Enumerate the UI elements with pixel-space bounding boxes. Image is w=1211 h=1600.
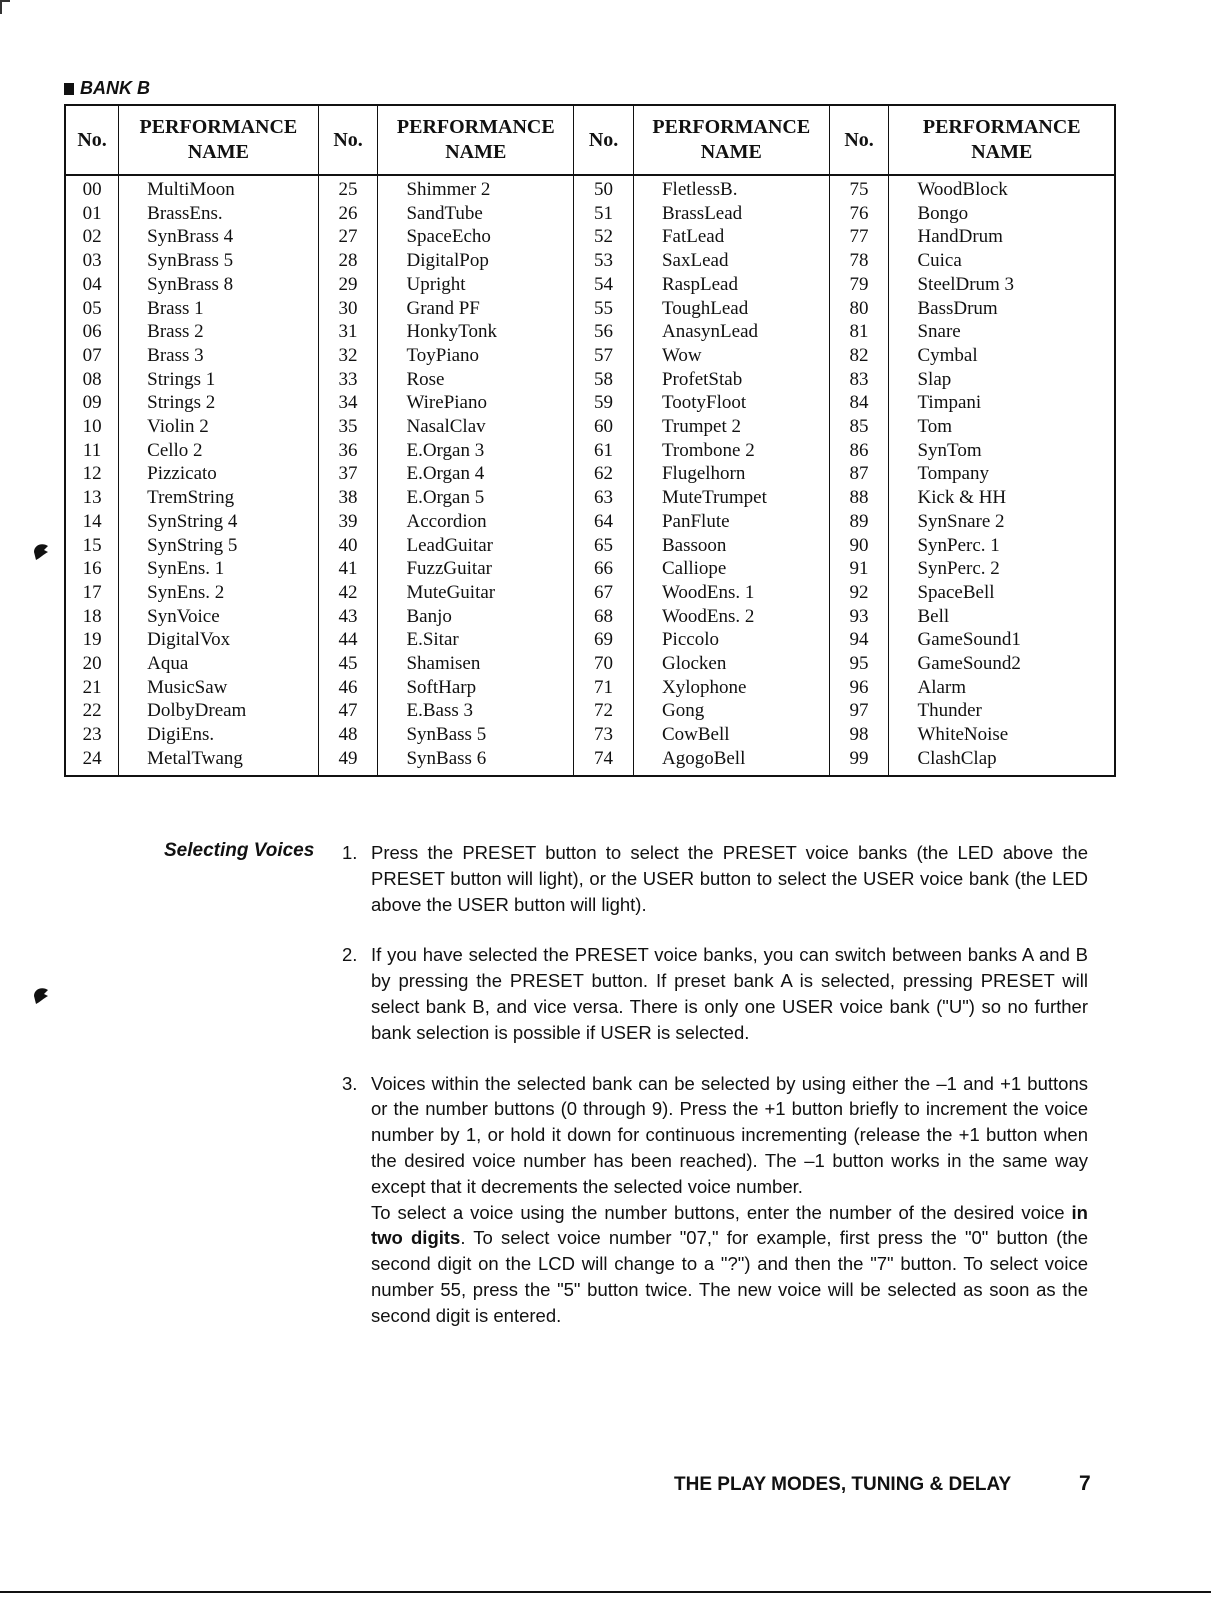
performance-name: DigiEns.: [119, 723, 318, 747]
header-name-line1: PERFORMANCE: [139, 116, 298, 138]
performance-name: MusicSaw: [119, 676, 318, 700]
performance-number: 63: [574, 486, 634, 510]
header-performance-name: [119, 105, 318, 175]
performance-number: 42: [318, 581, 378, 605]
performance-name: Brass 2: [119, 320, 318, 344]
performance-name: Kick & HH: [889, 486, 1115, 510]
binder-hole-mark-icon: [30, 984, 52, 1006]
performance-name: Cymbal: [889, 344, 1115, 368]
performance-name: HandDrum: [889, 225, 1115, 249]
performance-number: 15: [65, 534, 119, 558]
performance-name: SynBass 5: [378, 723, 574, 747]
performance-number: 25: [318, 175, 378, 202]
performance-number: 40: [318, 534, 378, 558]
table-body: [65, 175, 1115, 776]
table-row: [65, 368, 1115, 392]
performance-number: 04: [65, 273, 119, 297]
performance-number: 79: [829, 273, 889, 297]
performance-number: 03: [65, 249, 119, 273]
performance-number: 23: [65, 723, 119, 747]
header-no: No.: [318, 105, 378, 175]
table-row: [65, 557, 1115, 581]
performance-name: PanFlute: [633, 510, 829, 534]
table-row: [65, 699, 1115, 723]
performance-number: 69: [574, 628, 634, 652]
performance-number: 43: [318, 605, 378, 629]
performance-number: 59: [574, 391, 634, 415]
performance-number: 37: [318, 462, 378, 486]
performance-number: 91: [829, 557, 889, 581]
performance-name: SteelDrum 3: [889, 273, 1115, 297]
performance-name: SynString 4: [119, 510, 318, 534]
performance-number: 60: [574, 415, 634, 439]
performance-name: E.Organ 3: [378, 439, 574, 463]
performance-name: SynTom: [889, 439, 1115, 463]
performance-number: 07: [65, 344, 119, 368]
performance-number: 17: [65, 581, 119, 605]
step-number: 1.: [342, 842, 358, 863]
performance-number: 73: [574, 723, 634, 747]
performance-name: Brass 3: [119, 344, 318, 368]
table-row: [65, 676, 1115, 700]
performance-name: SynPerc. 2: [889, 557, 1115, 581]
performance-name: SynString 5: [119, 534, 318, 558]
table-row: [65, 462, 1115, 486]
step-paragraph: [371, 840, 1088, 917]
performance-name: Trumpet 2: [633, 415, 829, 439]
performance-number: 88: [829, 486, 889, 510]
performance-number: 22: [65, 699, 119, 723]
performance-number: 24: [65, 747, 119, 776]
performance-number: 36: [318, 439, 378, 463]
table-row: [65, 225, 1115, 249]
step-text: Press the PRESET button to select the PRESET voice banks (the LED above the PRESET button will light), or the USER button to select the USER voice bank (the LED above the USER button will light).: [371, 842, 1088, 915]
performance-name: SynBass 6: [378, 747, 574, 776]
header-name-line2: NAME: [971, 141, 1033, 163]
performance-number: 78: [829, 249, 889, 273]
footer-title: THE PLAY MODES, TUNING & DELAY: [674, 1474, 1012, 1495]
performance-name: MuteGuitar: [378, 581, 574, 605]
performance-name: WirePiano: [378, 391, 574, 415]
header-name-line2: NAME: [187, 141, 249, 163]
performance-number: 41: [318, 557, 378, 581]
performance-name: SpaceEcho: [378, 225, 574, 249]
binder-hole-mark-icon: [30, 540, 52, 562]
table-row: [65, 534, 1115, 558]
performance-name: NasalClav: [378, 415, 574, 439]
performance-number: 68: [574, 605, 634, 629]
performance-name: SoftHarp: [378, 676, 574, 700]
table-row: [65, 747, 1115, 776]
performance-number: 71: [574, 676, 634, 700]
performance-number: 51: [574, 202, 634, 226]
performance-number: 19: [65, 628, 119, 652]
performance-name: Cello 2: [119, 439, 318, 463]
performance-name: Wow: [633, 344, 829, 368]
performance-number: 97: [829, 699, 889, 723]
performance-number: 87: [829, 462, 889, 486]
performance-name: Strings 2: [119, 391, 318, 415]
performance-number: 02: [65, 225, 119, 249]
step-number: 3.: [342, 1072, 358, 1094]
emphasis-text: in two digits: [371, 1201, 1088, 1249]
performance-name: LeadGuitar: [378, 534, 574, 558]
performance-name: E.Organ 5: [378, 486, 574, 510]
performance-name: SandTube: [378, 202, 574, 226]
step-paragraph: [371, 942, 1088, 1045]
performance-name: FletlessB.: [633, 175, 829, 202]
performance-name: Snare: [889, 320, 1115, 344]
performance-number: 82: [829, 344, 889, 368]
table-row: [65, 344, 1115, 368]
step-text: . To select voice number "07," for example, first press the "0" button (the second digit on the LCD will change to a "?") and then the "7" button. To select voice number 55, press the "5" button twice. The new voice will be selected as soon as the second digit is entered.: [371, 1227, 1088, 1326]
performance-name: E.Bass 3: [378, 699, 574, 723]
performance-number: 09: [65, 391, 119, 415]
performance-number: 58: [574, 368, 634, 392]
performance-name: SaxLead: [633, 249, 829, 273]
table-row: [65, 175, 1115, 202]
performance-number: 55: [574, 297, 634, 321]
performance-name: BrassLead: [633, 202, 829, 226]
performance-number: 49: [318, 747, 378, 776]
header-name-line2: NAME: [700, 141, 762, 163]
performance-number: 72: [574, 699, 634, 723]
step-text: Voices within the selected bank can be selected by using either the –1 and +1 buttons or the number buttons (0 through 9). Press the +1 button briefly to increment the voice number by 1, or hold it down for continuous incrementing (release the +1 button when the desired voice number has been reached). The –1 button works in the same way except that it decrements the selected voice number.: [371, 1072, 1088, 1197]
performance-number: 93: [829, 605, 889, 629]
performance-name: GameSound1: [889, 628, 1115, 652]
section-label: Selecting Voices: [164, 840, 315, 861]
performance-number: 53: [574, 249, 634, 273]
table-header-row: [65, 105, 1115, 175]
performance-number: 75: [829, 175, 889, 202]
step-item: [342, 1071, 1088, 1329]
performance-name: Slap: [889, 368, 1115, 392]
bottom-rule: [0, 1591, 1211, 1593]
performance-number: 00: [65, 175, 119, 202]
table-row: [65, 320, 1115, 344]
performance-number: 96: [829, 676, 889, 700]
table-row: [65, 652, 1115, 676]
performance-name: DigitalVox: [119, 628, 318, 652]
table-row: [65, 273, 1115, 297]
header-name-line1: PERFORMANCE: [652, 116, 811, 138]
performance-name: Bassoon: [633, 534, 829, 558]
performance-number: 84: [829, 391, 889, 415]
performance-number: 33: [318, 368, 378, 392]
performance-number: 67: [574, 581, 634, 605]
table-row: [65, 297, 1115, 321]
performance-number: 06: [65, 320, 119, 344]
performance-number: 57: [574, 344, 634, 368]
performance-number: 10: [65, 415, 119, 439]
performance-number: 47: [318, 699, 378, 723]
performance-name: Timpani: [889, 391, 1115, 415]
performance-number: 31: [318, 320, 378, 344]
performance-number: 85: [829, 415, 889, 439]
performance-name: TremString: [119, 486, 318, 510]
performance-name: Aqua: [119, 652, 318, 676]
performance-name: E.Sitar: [378, 628, 574, 652]
table-row: [65, 723, 1115, 747]
performance-name: Accordion: [378, 510, 574, 534]
step-item: [342, 840, 1088, 917]
step-paragraph: [371, 1200, 1088, 1329]
performance-number: 28: [318, 249, 378, 273]
performance-name: ToughLead: [633, 297, 829, 321]
performance-name: ToyPiano: [378, 344, 574, 368]
performance-number: 30: [318, 297, 378, 321]
performance-name: FuzzGuitar: [378, 557, 574, 581]
performance-number: 70: [574, 652, 634, 676]
performance-name: WhiteNoise: [889, 723, 1115, 747]
performance-number: 90: [829, 534, 889, 558]
performance-number: 95: [829, 652, 889, 676]
performance-name: SynVoice: [119, 605, 318, 629]
performance-number: 80: [829, 297, 889, 321]
performance-table: [64, 104, 1116, 777]
performance-name: GameSound2: [889, 652, 1115, 676]
performance-name: WoodBlock: [889, 175, 1115, 202]
performance-name: Xylophone: [633, 676, 829, 700]
header-name-line1: PERFORMANCE: [396, 116, 555, 138]
performance-name: BrassEns.: [119, 202, 318, 226]
performance-name: SynEns. 1: [119, 557, 318, 581]
table-row: [65, 605, 1115, 629]
performance-name: Tompany: [889, 462, 1115, 486]
performance-name: Bongo: [889, 202, 1115, 226]
performance-number: 39: [318, 510, 378, 534]
performance-name: BassDrum: [889, 297, 1115, 321]
performance-name: SynBrass 4: [119, 225, 318, 249]
performance-number: 01: [65, 202, 119, 226]
square-bullet-icon: [64, 83, 74, 95]
performance-number: 62: [574, 462, 634, 486]
performance-name: SynBrass 5: [119, 249, 318, 273]
header-no: No.: [829, 105, 889, 175]
performance-number: 12: [65, 462, 119, 486]
table-row: [65, 510, 1115, 534]
step-item: [342, 942, 1088, 1045]
performance-number: 48: [318, 723, 378, 747]
performance-name: Alarm: [889, 676, 1115, 700]
performance-number: 44: [318, 628, 378, 652]
step-paragraph: [371, 1071, 1088, 1200]
performance-number: 77: [829, 225, 889, 249]
steps-list: [342, 840, 1088, 1354]
performance-number: 98: [829, 723, 889, 747]
performance-name: MuteTrumpet: [633, 486, 829, 510]
performance-number: 76: [829, 202, 889, 226]
header-name-line1: PERFORMANCE: [922, 116, 1081, 138]
performance-name: MetalTwang: [119, 747, 318, 776]
performance-name: WoodEns. 1: [633, 581, 829, 605]
performance-name: Shimmer 2: [378, 175, 574, 202]
performance-number: 46: [318, 676, 378, 700]
performance-name: AgogoBell: [633, 747, 829, 776]
performance-name: HonkyTonk: [378, 320, 574, 344]
header-no: No.: [574, 105, 634, 175]
performance-number: 14: [65, 510, 119, 534]
performance-number: 66: [574, 557, 634, 581]
performance-name: Upright: [378, 273, 574, 297]
step-number: 2.: [342, 944, 358, 966]
performance-number: 35: [318, 415, 378, 439]
performance-name: Calliope: [633, 557, 829, 581]
performance-number: 45: [318, 652, 378, 676]
performance-number: 16: [65, 557, 119, 581]
performance-number: 08: [65, 368, 119, 392]
performance-number: 27: [318, 225, 378, 249]
performance-number: 64: [574, 510, 634, 534]
table-row: [65, 249, 1115, 273]
performance-name: TootyFloot: [633, 391, 829, 415]
performance-number: 05: [65, 297, 119, 321]
performance-number: 13: [65, 486, 119, 510]
performance-name: FatLead: [633, 225, 829, 249]
performance-name: Brass 1: [119, 297, 318, 321]
performance-name: AnasynLead: [633, 320, 829, 344]
performance-name: Bell: [889, 605, 1115, 629]
performance-name: DigitalPop: [378, 249, 574, 273]
performance-number: 52: [574, 225, 634, 249]
performance-number: 32: [318, 344, 378, 368]
table-row: [65, 486, 1115, 510]
performance-name: Shamisen: [378, 652, 574, 676]
header-name-line2: NAME: [445, 141, 507, 163]
performance-number: 92: [829, 581, 889, 605]
performance-name: Piccolo: [633, 628, 829, 652]
performance-name: SynBrass 8: [119, 273, 318, 297]
performance-number: 74: [574, 747, 634, 776]
performance-number: 99: [829, 747, 889, 776]
performance-name: Gong: [633, 699, 829, 723]
performance-number: 86: [829, 439, 889, 463]
performance-name: RaspLead: [633, 273, 829, 297]
bank-heading-text: BANK B: [80, 78, 150, 98]
table-row: [65, 581, 1115, 605]
performance-number: 38: [318, 486, 378, 510]
performance-name: Grand PF: [378, 297, 574, 321]
table-row: [65, 391, 1115, 415]
performance-name: Glocken: [633, 652, 829, 676]
table-row: [65, 415, 1115, 439]
performance-number: 61: [574, 439, 634, 463]
performance-name: Tom: [889, 415, 1115, 439]
performance-name: Trombone 2: [633, 439, 829, 463]
performance-number: 29: [318, 273, 378, 297]
performance-name: SpaceBell: [889, 581, 1115, 605]
header-performance-name: [889, 105, 1115, 175]
table-row: [65, 202, 1115, 226]
performance-name: MultiMoon: [119, 175, 318, 202]
performance-name: Violin 2: [119, 415, 318, 439]
performance-name: Pizzicato: [119, 462, 318, 486]
header-performance-name: [378, 105, 574, 175]
performance-number: 65: [574, 534, 634, 558]
table-header: [65, 105, 1115, 175]
step-text: To select a voice using the number buttons, enter the number of the desired voice: [371, 1201, 1072, 1223]
performance-number: 50: [574, 175, 634, 202]
performance-number: 56: [574, 320, 634, 344]
performance-name: Rose: [378, 368, 574, 392]
header-performance-name: [633, 105, 829, 175]
performance-name: E.Organ 4: [378, 462, 574, 486]
performance-name: DolbyDream: [119, 699, 318, 723]
performance-number: 26: [318, 202, 378, 226]
performance-name: Flugelhorn: [633, 462, 829, 486]
header-no: No.: [65, 105, 119, 175]
performance-name: WoodEns. 2: [633, 605, 829, 629]
performance-number: 83: [829, 368, 889, 392]
corner-crop-mark: [0, 0, 10, 14]
step-text: If you have selected the PRESET voice banks, you can switch between banks A and B by pressing the PRESET button. If preset bank A is selected, pressing PRESET will select bank B, and vice versa. There is only one USER voice bank ("U") so no further bank selection is possible if USER is selected.: [371, 944, 1088, 1043]
performance-name: SynEns. 2: [119, 581, 318, 605]
performance-number: 94: [829, 628, 889, 652]
performance-number: 89: [829, 510, 889, 534]
performance-name: Thunder: [889, 699, 1115, 723]
performance-number: 81: [829, 320, 889, 344]
performance-number: 34: [318, 391, 378, 415]
page-number: 7: [1079, 1472, 1091, 1495]
performance-name: Banjo: [378, 605, 574, 629]
performance-name: SynSnare 2: [889, 510, 1115, 534]
bank-heading: [64, 78, 150, 99]
table-row: [65, 628, 1115, 652]
performance-number: 20: [65, 652, 119, 676]
table-row: [65, 439, 1115, 463]
performance-name: CowBell: [633, 723, 829, 747]
performance-name: ClashClap: [889, 747, 1115, 776]
performance-number: 11: [65, 439, 119, 463]
performance-number: 18: [65, 605, 119, 629]
performance-name: Strings 1: [119, 368, 318, 392]
performance-name: SynPerc. 1: [889, 534, 1115, 558]
performance-name: Cuica: [889, 249, 1115, 273]
performance-number: 54: [574, 273, 634, 297]
performance-name: ProfetStab: [633, 368, 829, 392]
performance-number: 21: [65, 676, 119, 700]
